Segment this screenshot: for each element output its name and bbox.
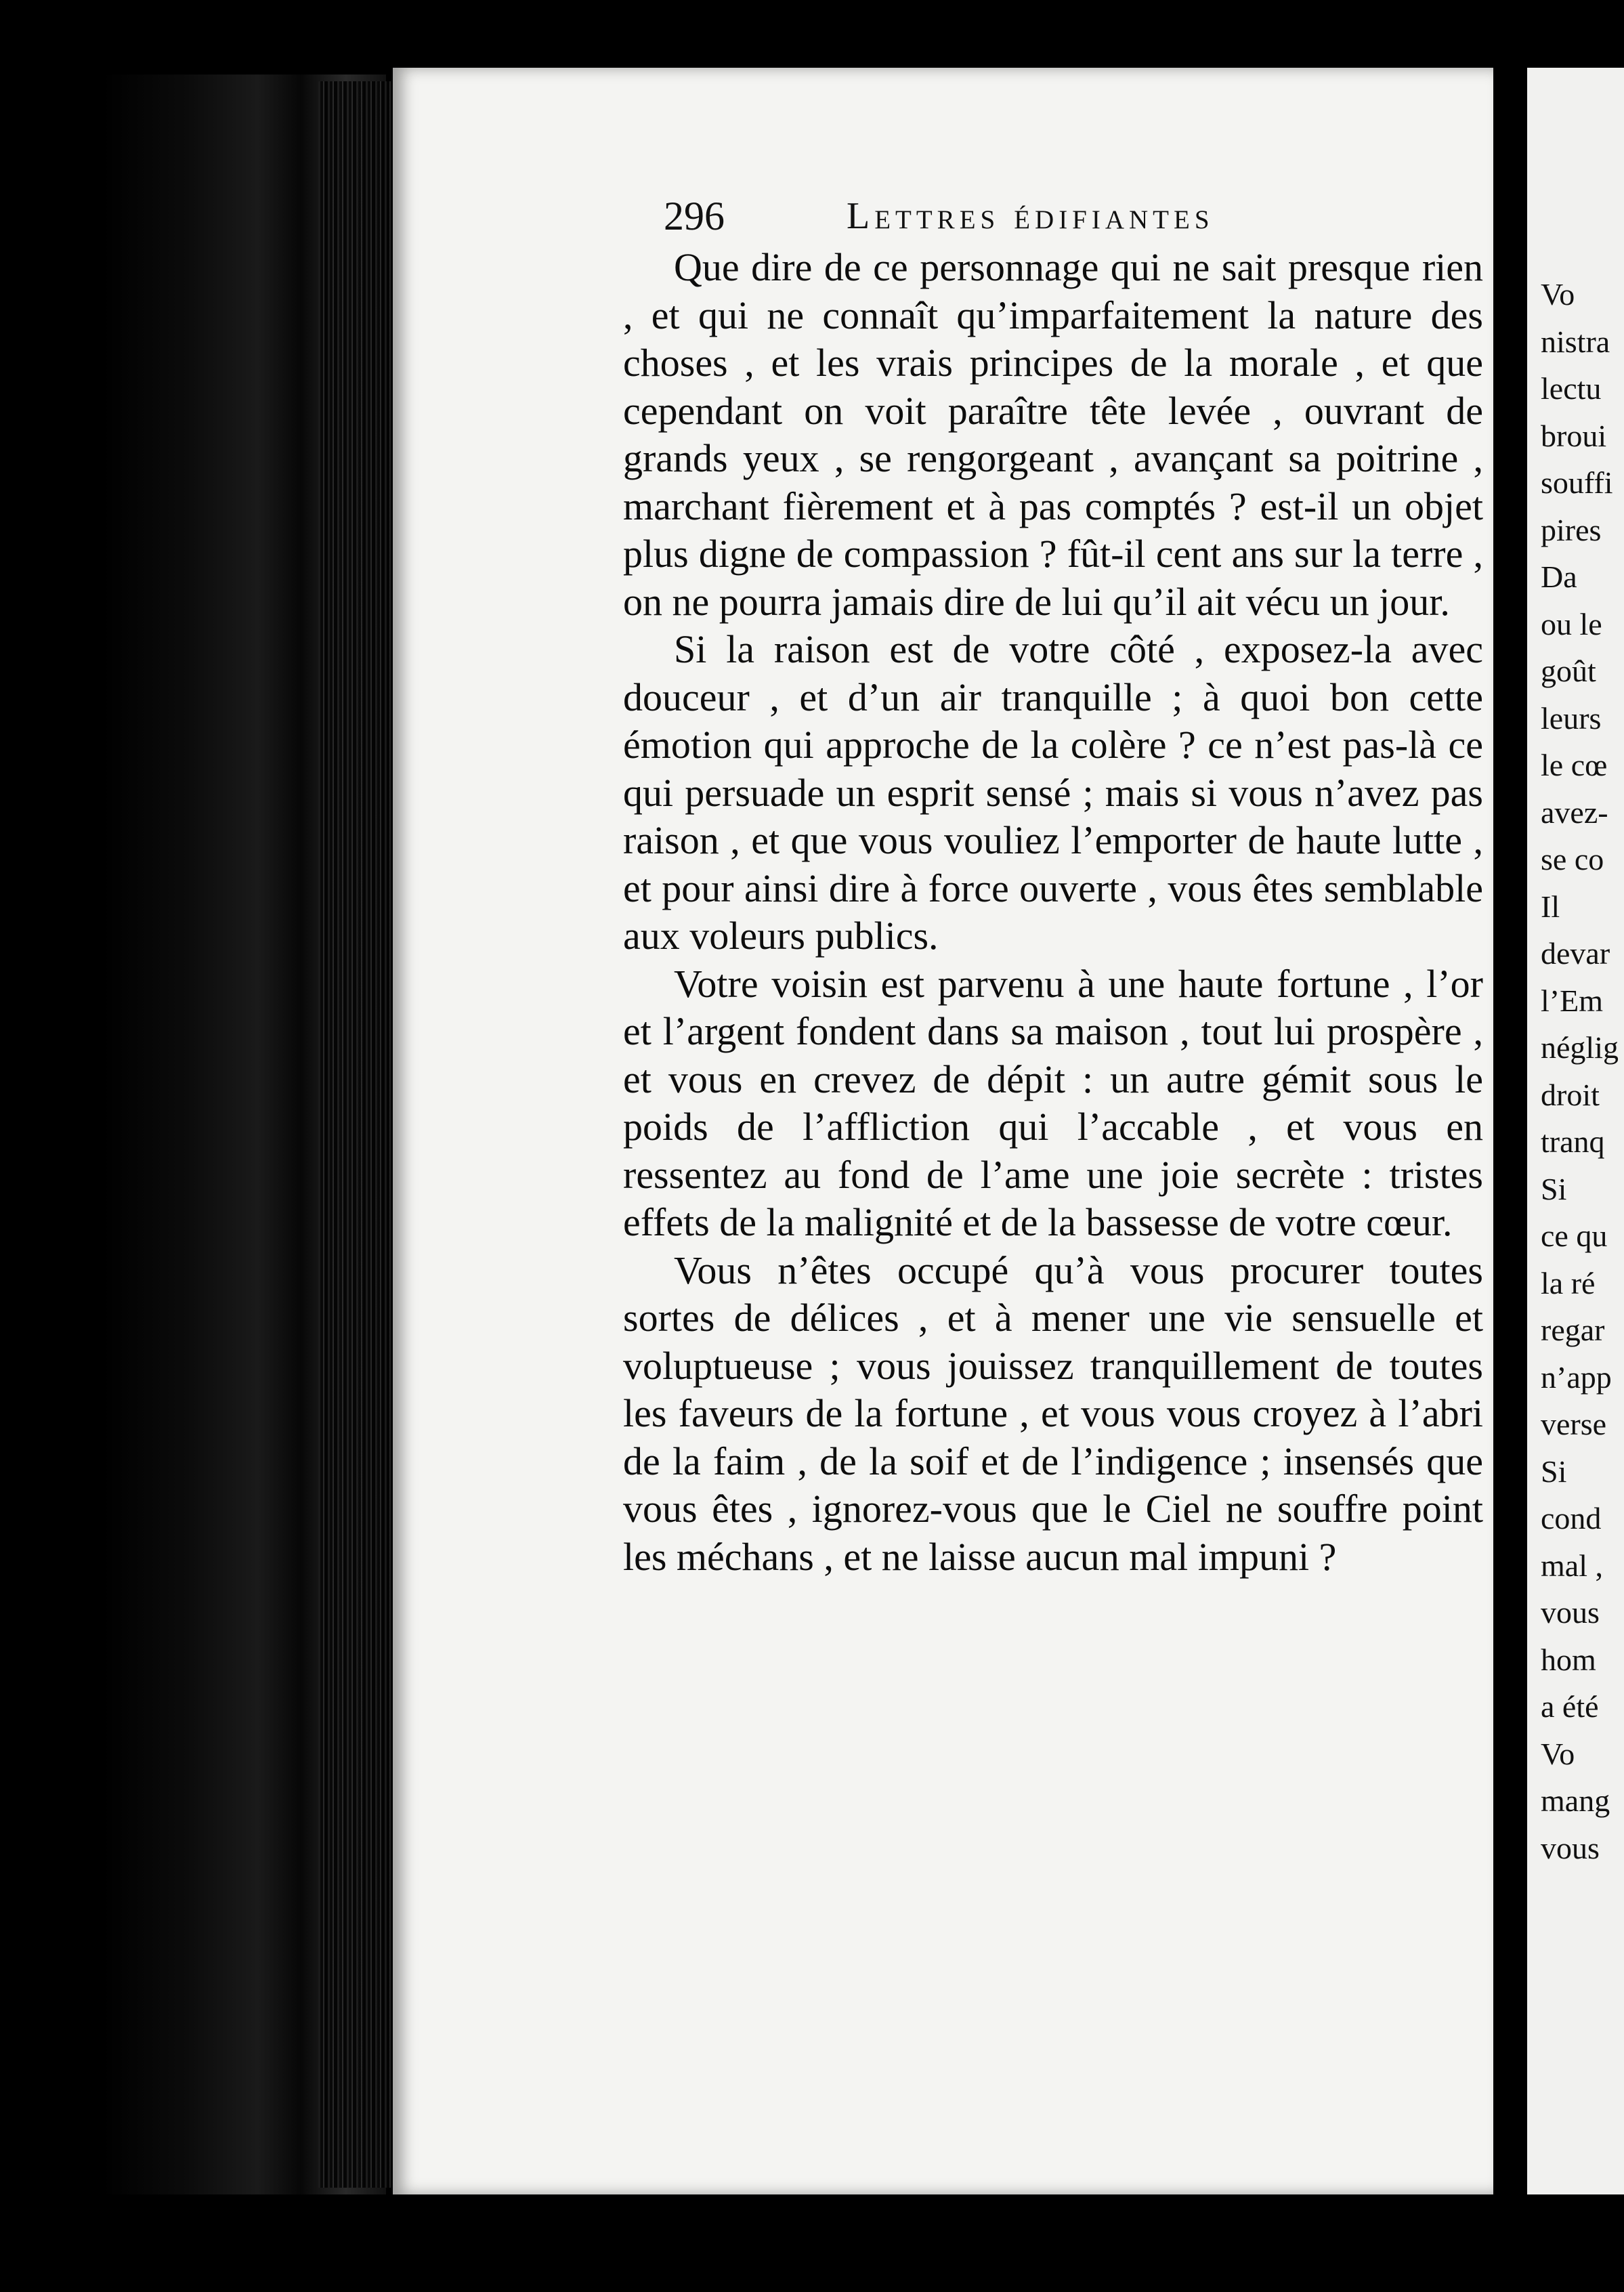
facing-line: Da (1541, 559, 1577, 594)
facing-line: souffi (1541, 465, 1613, 500)
facing-line: Il (1541, 889, 1560, 924)
facing-line: Vo (1541, 1736, 1575, 1771)
facing-line: lectu (1541, 371, 1602, 406)
facing-page (1527, 68, 1624, 2194)
paragraph-4: Vous n’êtes occupé qu’à vous procurer toutes sortes de délices , et à mener une vie sensuelle et voluptueuse ; vous jouissez tranquillement de toutes les faveurs de la fortune , et vous vous croyez à l’abri de la faim , de la soif et de l’indigence ; insensés que vous êtes , ignorez-vous que le Ciel ne souffre point les méchans , et ne laisse aucun mal impuni ? (623, 1248, 1483, 1579)
facing-line: devar (1541, 936, 1610, 971)
facing-line: verse (1541, 1407, 1607, 1441)
facing-line: Si (1541, 1453, 1567, 1489)
facing-line: broui (1541, 418, 1607, 453)
facing-line: vous (1541, 1830, 1600, 1865)
facing-line: avez- (1541, 794, 1608, 830)
facing-line: le cœ (1541, 748, 1608, 782)
facing-line: regar (1541, 1313, 1605, 1347)
facing-line: goût (1541, 654, 1596, 688)
facing-page-text (1541, 271, 1624, 1871)
facing-line: hom (1541, 1642, 1596, 1677)
facing-line: tranq (1541, 1124, 1605, 1159)
book-gutter (1493, 68, 1527, 2194)
facing-line: leurs (1541, 700, 1602, 736)
facing-line: mang (1541, 1783, 1610, 1818)
facing-line: la ré (1541, 1265, 1596, 1300)
facing-line: Vo (1541, 277, 1575, 312)
facing-line: se co (1541, 842, 1604, 876)
facing-line: n’app (1541, 1359, 1612, 1395)
facing-line: néglig (1541, 1030, 1619, 1065)
facing-line: mal , (1541, 1548, 1603, 1583)
running-head: Lettres édifiantes (847, 195, 1214, 237)
facing-line: l’Em (1541, 983, 1603, 1018)
paragraph-3: Votre voisin est parvenu à une haute fortune , l’or et l’argent fondent dans sa maison , tout lui prospère , et vous en crevez de dépit : un autre gémit sous le poids de l’affliction qui l’accable , et vous en ressentez au fond de l’ame une joie secrète : tristes effets de la malignité et de la bassesse de votre cœur. (623, 961, 1483, 1244)
facing-line: ce qu (1541, 1218, 1608, 1253)
facing-line: pires (1541, 512, 1602, 547)
facing-line: Si (1541, 1171, 1567, 1206)
page-edges (318, 81, 393, 2188)
paragraph-1: Que dire de ce personnage qui ne sait presque rien , et qui ne connaît qu’imparfaitement la nature des choses , et les vrais principes de la morale , et que cependant on voit paraître tête levée , ouvrant de grands yeux , se rengorgeant , avançant sa poitrine , marchant fièrement et à pas comptés ? est-il un objet plus digne de compassion ? fût-il cent ans sur la terre , on ne pourra jamais dire de lui qu’il ait vécu un jour. (623, 245, 1483, 624)
facing-line: droit (1541, 1077, 1600, 1112)
body-text (623, 244, 1483, 1581)
facing-line: a été (1541, 1689, 1599, 1724)
facing-line: cond (1541, 1501, 1602, 1535)
page-number: 296 (664, 194, 725, 238)
facing-line: vous (1541, 1595, 1600, 1630)
paragraph-2: Si la raison est de votre côté , exposez-la avec douceur , et d’un air tranquille ; à quoi bon cette émotion qui approche de la colère ? ce n’est pas-là ce qui persuade un esprit sensé ; mais si vous n’avez pas raison , et que vous vouliez l’emporter de haute lutte , et pour ainsi dire à force ouverte , vous êtes semblable aux voleurs publics. (623, 627, 1483, 958)
facing-line: nistra (1541, 324, 1610, 359)
facing-line: ou le (1541, 606, 1602, 641)
